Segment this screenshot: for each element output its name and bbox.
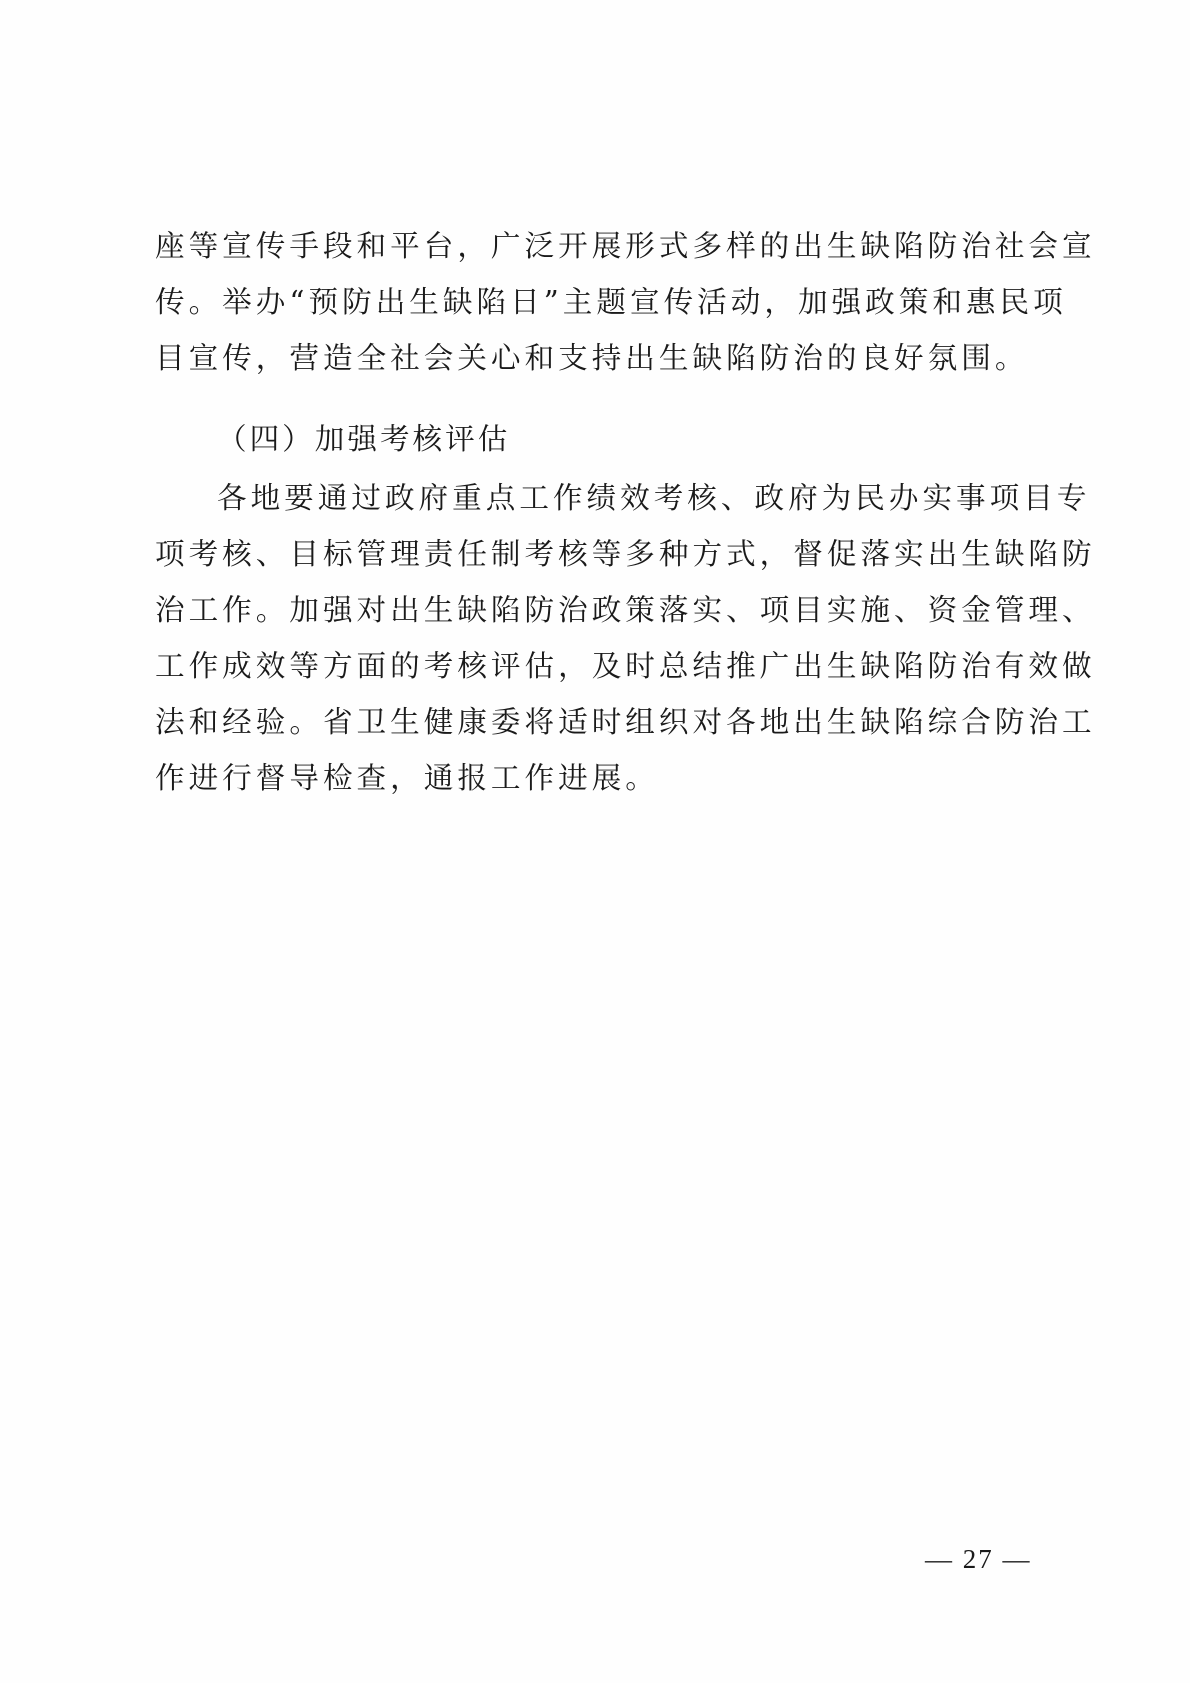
- page-number: — 27 —: [925, 1544, 1032, 1574]
- paragraph-line: 作进行督导检查，通报工作进展。: [155, 761, 659, 795]
- paragraph-publicity: [155, 218, 1096, 386]
- paragraph-line: 各地要通过政府重点工作绩效考核、政府为民办实事项目专: [217, 481, 1091, 515]
- paragraph-line: 传。举办“预防出生缺陷日”主题宣传活动，加强政策和惠民项: [155, 285, 1067, 319]
- paragraph-line: 治工作。加强对出生缺陷防治政策落实、项目实施、资金管理、: [155, 593, 1096, 627]
- paragraph-line: 法和经验。省卫生健康委将适时组织对各地出生缺陷综合防治工: [155, 705, 1096, 739]
- section-heading: （四）加强考核评估: [217, 422, 511, 456]
- paragraph-line: 工作成效等方面的考核评估，及时总结推广出生缺陷防治有效做: [155, 649, 1096, 683]
- paragraph-assessment: [155, 470, 1096, 806]
- paragraph-line: 项考核、目标管理责任制考核等多种方式，督促落实出生缺陷防: [155, 537, 1096, 571]
- paragraph-line: 目宣传，营造全社会关心和支持出生缺陷防治的良好氛围。: [155, 341, 1029, 375]
- paragraph-line: 座等宣传手段和平台，广泛开展形式多样的出生缺陷防治社会宣: [155, 229, 1096, 263]
